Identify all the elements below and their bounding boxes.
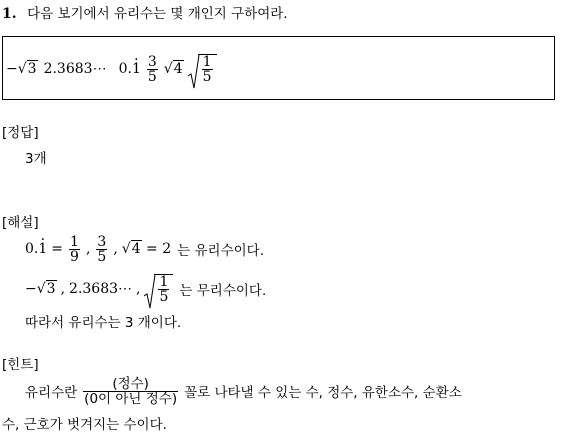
sol-repeating: 0.1 · [25,241,47,257]
equals-sign: = [51,241,64,257]
comma: , [85,241,91,257]
solution-line1 [25,229,264,269]
answer-label: [정답] [2,125,39,141]
hint-frac-den: (0이 아닌 정수) [84,390,178,407]
solution-line2-tail: 는 무리수이다. [179,283,267,299]
sol-sqrt4: √4 = 2 [121,241,172,257]
comma: , [136,281,141,297]
question-text: 다음 보기에서 유리수는 몇 개인지 구하여라. [27,6,288,22]
hint-frac-num: (정수) [112,375,149,392]
hint-label: [힌트] [2,357,39,373]
solution-label: [해설] [2,215,39,231]
choices-row [6,51,217,87]
comma: , [60,281,66,297]
hint-prefix: 유리수란 [25,385,78,401]
choice-decimal: 2.3683⋯ [43,61,107,77]
hint-suffix: 꼴로 나타낼 수 있는 수, 정수, 유한소수, 순환소 [184,385,462,401]
choice-sqrt-frac: $\frac{1}{5}$ [188,54,217,84]
choice-frac-3-5: $\frac{3}{5}$ [147,53,157,85]
hint-line2: 수, 근호가 벗겨지는 수이다. [2,417,167,433]
question-line [2,2,288,22]
sol-frac-3-5: $\frac{3}{5}$ [97,233,107,265]
sol-decimal: 2.3683⋯ [69,281,133,297]
sol-frac-1-9: $\frac{1}{9}$ [70,233,79,265]
problem-number: 1. [2,6,17,22]
choice-neg-sqrt3: −√3 [6,61,37,77]
solution-line3: 따라서 유리수는 3 개이다. [25,315,182,331]
answer-value: 3개 [25,151,47,167]
sol-neg-sqrt3: −√3 [25,281,56,297]
choice-repeating: 0.1 · [119,61,141,77]
sol-sqrt-frac: $\frac{1}{5}$ [144,274,173,304]
solution-line2 [25,267,266,311]
hint-fraction [83,377,178,406]
comma: , [113,241,118,257]
hint-line1 [25,370,462,412]
solution-line1-tail: 는 유리수이다. [177,243,264,259]
choice-sqrt4: √4 [163,61,183,77]
